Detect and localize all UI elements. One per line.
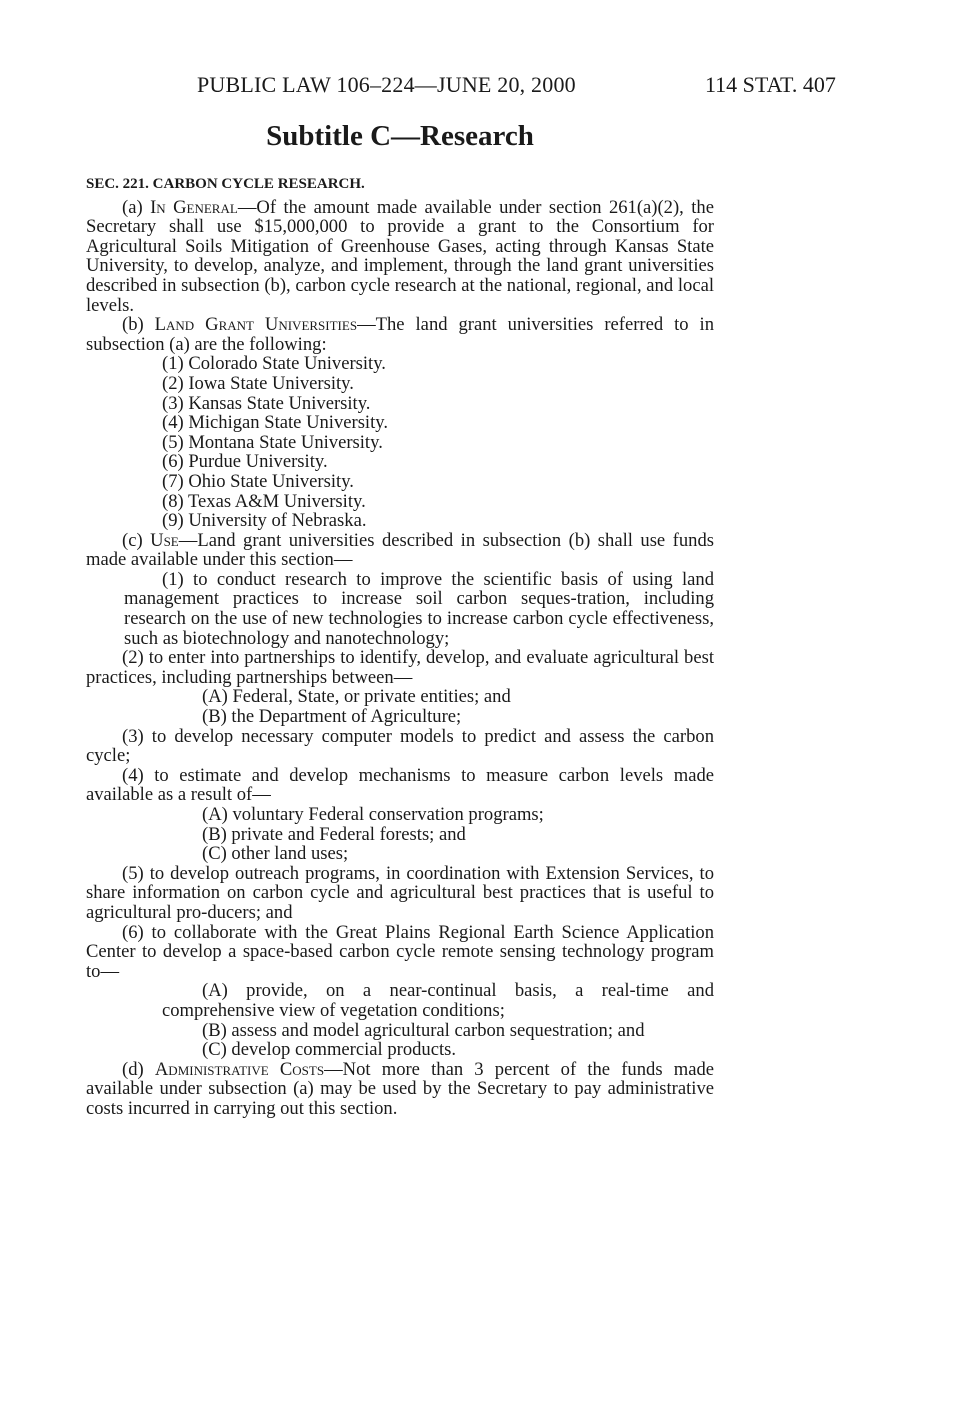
paragraph-3: (3) to develop necessary computer models to predict and assess the carbon cycle; [86,725,714,767]
university-item: (3) Kansas State University. [162,392,371,414]
subparagraph-item: (A) Federal, State, or private entities; and [202,686,511,708]
subsection-a-label: (a) [122,196,143,218]
law-title: PUBLIC LAW 106–224—JUNE 20, 2000 [197,72,576,97]
university-item: (8) Texas A&M University. [162,490,366,512]
university-item: (7) Ohio State University. [162,470,354,492]
university-item: (5) Montana State University. [162,431,383,453]
subsection-b-text: —The land grant universities referred to in subsection (a) are the following: [86,314,714,355]
stat-reference: 114 STAT. 407 [705,72,836,97]
subsection-d-text: —Not more than 3 percent of the funds made available under subsection (a) may be used by the Secretary to pay administrative costs incurred in carrying out this section. [86,1058,714,1119]
paragraph-1: (1) to conduct research to improve the scientific basis of using land management practices to increase soil carbon seques-tration, including research on the use of new technologies to increase carbon cycle effectiveness, such as biotechnology and nanotechnology; [124,568,714,649]
subsection-d-heading: Administrative Costs [154,1058,325,1080]
subsection-a-text: —Of the amount made available under section 261(a)(2), the Secretary shall use $15,000,000 to provide a grant to the Consortium for Agricultural Soils Mitigation of Greenhouse Gases, acting through Kansas State University, to develop, analyze, and implement, through the land grant universities described in subsection (b), carbon cycle research at the national, regional, and local levels. [86,196,714,316]
university-item: (2) Iowa State University. [162,372,354,394]
university-item: (1) Colorado State University. [162,353,386,375]
subsection-a-heading: In General [150,196,238,218]
paragraph-4: (4) to estimate and develop mechanisms to measure carbon levels made available as a result of— [86,764,714,806]
subsection-c-text: —Land grant universities described in subsection (b) shall use funds made available under this section— [86,529,714,571]
subsection-c-label: (c) [122,529,143,551]
subparagraph-item: (C) develop commercial products. [202,1039,457,1061]
subtitle-heading: Subtitle C—Research [266,120,534,152]
university-item: (4) Michigan State University. [162,412,389,434]
subparagraph-item: (C) other land uses; [202,843,349,865]
subparagraph-item: (B) assess and model agricultural carbon sequestration; and [202,1019,645,1041]
subsection-b [86,315,714,354]
subsection-d-label: (d) [122,1058,144,1080]
subparagraph-item: (A) voluntary Federal conservation programs; [202,804,544,825]
university-item: (9) University of Nebraska. [162,510,367,532]
subsection-d [86,1060,714,1119]
paragraph-6: (6) to collaborate with the Great Plains Regional Earth Science Application Center to develop a space-based carbon cycle remote sensing technology program to— [86,921,714,982]
section-heading: SEC. 221. CARBON CYCLE RESEARCH. [86,176,365,192]
subparagraph-item: (A) provide, on a near-continual basis, a real-time and comprehensive view of vegetation conditions; [162,980,714,1021]
subsection-b-label: (b) [122,314,144,336]
paragraph-5: (5) to develop outreach programs, in coordination with Extension Services, to share information on carbon cycle and agricultural best practices that is useful to agricultural pro-ducers; and [86,862,714,923]
subparagraph-item: (B) the Department of Agriculture; [202,706,462,728]
paragraph-2: (2) to enter into partnerships to identify, develop, and evaluate agricultural best practices, including partnerships between— [86,647,714,688]
subparagraph-item: (B) private and Federal forests; and [202,823,466,845]
document-body [86,175,714,1119]
page-header [0,72,957,102]
subsection-c-heading: Use [150,529,179,551]
subsection-c [86,531,714,570]
subsection-b-heading: Land Grant Universities [154,314,358,336]
university-item: (6) Purdue University. [162,451,328,473]
subsection-a [86,198,714,316]
